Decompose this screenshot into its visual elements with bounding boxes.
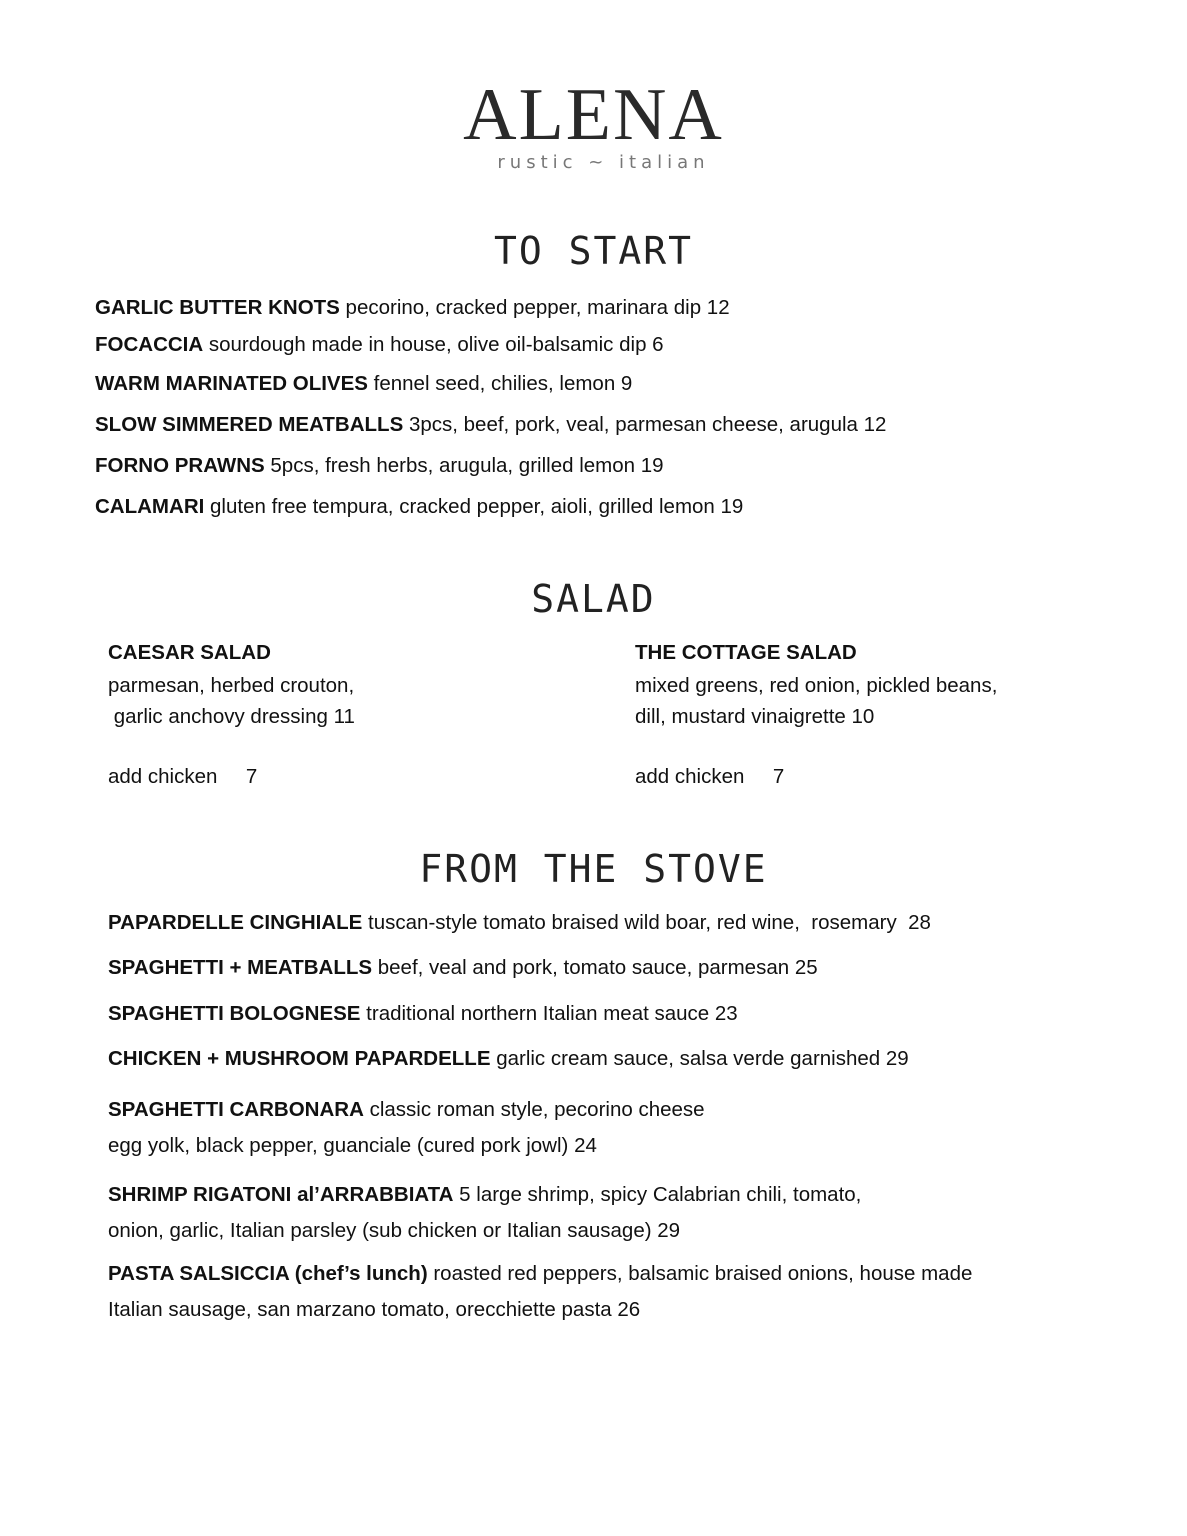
- menu-item: [108, 950, 818, 986]
- item-description: fennel seed, chilies, lemon 9: [367, 372, 633, 395]
- item-description: traditional northern Italian meat sauce 23: [360, 1002, 738, 1025]
- item-description: garlic anchovy dressing 11: [108, 705, 355, 728]
- section-title-from-the-stove: FROM THE STOVE: [419, 847, 768, 891]
- item-description-continued: Italian sausage, san marzano tomato, orecchiette pasta 26: [108, 1298, 641, 1321]
- item-name: FORNO PRAWNS: [95, 454, 265, 477]
- salad-addon: add chicken 7: [635, 765, 785, 788]
- section-title-to-start: TO START: [493, 229, 694, 273]
- item-name: WARM MARINATED OLIVES: [95, 372, 368, 395]
- menu-item: [108, 1041, 909, 1077]
- restaurant-logo: ALENA: [463, 74, 724, 156]
- item-description: beef, veal and pork, tomato sauce, parmesan 25: [372, 956, 818, 979]
- item-description: garlic cream sauce, salsa verde garnished 29: [490, 1047, 909, 1070]
- item-name: PAPARDELLE CINGHIALE: [108, 911, 363, 934]
- item-description: dill, mustard vinaigrette 10: [635, 705, 875, 728]
- menu-item: [108, 905, 931, 941]
- item-name: SPAGHETTI CARBONARA: [108, 1098, 364, 1121]
- item-name: SPAGHETTI BOLOGNESE: [108, 1002, 361, 1025]
- item-name: GARLIC BUTTER KNOTS: [95, 296, 340, 319]
- item-description: classic roman style, pecorino cheese: [363, 1098, 705, 1121]
- item-name: CHICKEN + MUSHROOM PAPARDELLE: [108, 1047, 491, 1070]
- salad-addon: add chicken 7: [108, 765, 258, 788]
- menu-item: [108, 996, 738, 1032]
- item-name: THE COTTAGE SALAD: [635, 641, 857, 664]
- restaurant-tagline: rustic ~ italian: [497, 152, 710, 173]
- item-description-continued: onion, garlic, Italian parsley (sub chicken or Italian sausage) 29: [108, 1219, 681, 1242]
- section-title-salad: SALAD: [531, 577, 656, 621]
- menu-item: [95, 448, 664, 484]
- item-description: roasted red peppers, balsamic braised onions, house made: [427, 1262, 973, 1285]
- menu-item: [95, 489, 743, 525]
- item-name: CAESAR SALAD: [108, 641, 271, 664]
- menu-item: [95, 407, 886, 443]
- item-description: 3pcs, beef, pork, veal, parmesan cheese, arugula 12: [403, 413, 887, 436]
- salad-item-cottage: [635, 636, 997, 732]
- menu-item: [95, 290, 730, 326]
- menu-item: [108, 1256, 972, 1328]
- item-name: SHRIMP RIGATONI al’ARRABBIATA: [108, 1183, 454, 1206]
- item-description: tuscan-style tomato braised wild boar, red wine, rosemary 28: [362, 911, 931, 934]
- salad-item-caesar: [108, 636, 355, 732]
- item-description: 5pcs, fresh herbs, arugula, grilled lemon 19: [264, 454, 664, 477]
- item-description: mixed greens, red onion, pickled beans,: [635, 674, 998, 697]
- item-description: pecorino, cracked pepper, marinara dip 12: [339, 296, 730, 319]
- item-description: 5 large shrimp, spicy Calabrian chili, tomato,: [453, 1183, 862, 1206]
- menu-item: [95, 366, 632, 402]
- item-name: SPAGHETTI + MEATBALLS: [108, 956, 373, 979]
- item-description: parmesan, herbed crouton,: [108, 674, 355, 697]
- item-name: FOCACCIA: [95, 333, 204, 356]
- menu-item: [95, 327, 664, 363]
- item-name: SLOW SIMMERED MEATBALLS: [95, 413, 404, 436]
- item-description-continued: egg yolk, black pepper, guanciale (cured pork jowl) 24: [108, 1134, 597, 1157]
- item-name: PASTA SALSICCIA (chef’s lunch): [108, 1262, 428, 1285]
- menu-item: [108, 1177, 861, 1249]
- item-name: CALAMARI: [95, 495, 205, 518]
- item-description: sourdough made in house, olive oil-balsamic dip 6: [203, 333, 664, 356]
- item-description: gluten free tempura, cracked pepper, aioli, grilled lemon 19: [204, 495, 744, 518]
- menu-item: [108, 1092, 705, 1164]
